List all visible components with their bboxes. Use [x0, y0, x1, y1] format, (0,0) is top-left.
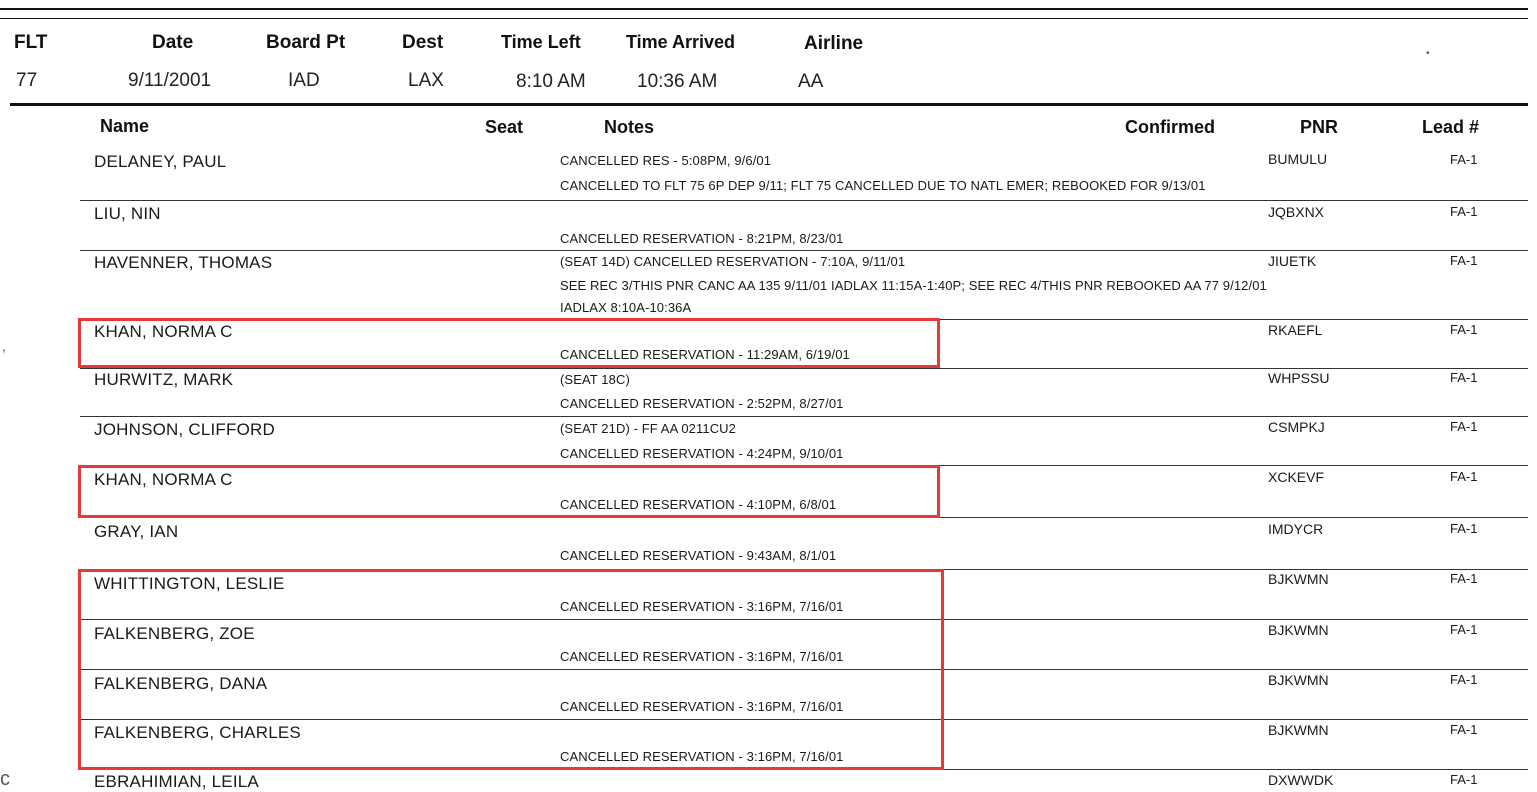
lead-number: FA-1: [1450, 370, 1478, 385]
row-separator: [80, 368, 1528, 369]
board-pt-value: IAD: [288, 70, 320, 91]
passenger-name: HAVENNER, THOMAS: [94, 253, 273, 272]
col-pnr-header: PNR: [1300, 117, 1339, 137]
passenger-name: EBRAHIMIAN, LEILA: [94, 772, 259, 791]
airline-value: AA: [798, 71, 824, 92]
row-separator: [80, 416, 1528, 417]
row-separator: [80, 200, 1528, 201]
highlight-box-khan-1: [78, 318, 940, 368]
passenger-name: DELANEY, PAUL: [94, 152, 227, 171]
flt-label: FLT: [14, 32, 48, 53]
passenger-note: CANCELLED RESERVATION - 3:16PM, 7/16/01: [560, 749, 844, 764]
date-label: Date: [152, 32, 194, 53]
lead-number: FA-1: [1450, 204, 1478, 219]
pnr-code: BJKWMN: [1268, 622, 1329, 638]
header-rule: [10, 103, 1528, 106]
passenger-note: (SEAT 21D) - FF AA 0211CU2: [560, 421, 736, 436]
pnr-code: WHPSSU: [1268, 370, 1330, 386]
passenger-note: CANCELLED RESERVATION - 2:52PM, 8/27/01: [560, 396, 844, 411]
pnr-code: JQBXNX: [1268, 204, 1325, 220]
highlight-box-khan-2: [78, 465, 940, 518]
lead-number: FA-1: [1450, 322, 1478, 337]
passenger-note: CANCELLED RESERVATION - 8:21PM, 8/23/01: [560, 231, 844, 246]
pnr-code: JIUETK: [1268, 253, 1317, 269]
passenger-name: FALKENBERG, ZOE: [94, 624, 255, 643]
passenger-note: CANCELLED RES - 5:08PM, 9/6/01: [560, 153, 772, 168]
airline-label: Airline: [804, 33, 864, 54]
scan-speck: •: [1426, 48, 1430, 59]
time-arrived-value: 10:36 AM: [637, 71, 718, 92]
col-notes-header: Notes: [604, 117, 655, 137]
passenger-name: FALKENBERG, DANA: [94, 674, 268, 693]
lead-number: FA-1: [1450, 672, 1478, 687]
board-pt-label: Board Pt: [266, 32, 346, 53]
passenger-note: CANCELLED RESERVATION - 3:16PM, 7/16/01: [560, 599, 844, 614]
passenger-note: (SEAT 14D) CANCELLED RESERVATION - 7:10A, 9/11/01: [560, 254, 906, 269]
lead-number: FA-1: [1450, 772, 1478, 787]
top-rule-thin: [0, 18, 1528, 19]
col-lead-header: Lead #: [1422, 117, 1480, 137]
col-name-header: Name: [100, 116, 150, 136]
lead-number: FA-1: [1450, 253, 1478, 268]
passenger-name: GRAY, IAN: [94, 522, 179, 541]
row-separator: [80, 250, 1528, 251]
passenger-name: JOHNSON, CLIFFORD: [94, 420, 275, 439]
passenger-note: CANCELLED TO FLT 75 6P DEP 9/11; FLT 75 CANCELLED DUE TO NATL EMER; REBOOKED FOR 9/13/01: [560, 178, 1206, 193]
dest-label: Dest: [402, 32, 444, 53]
passenger-name: FALKENBERG, CHARLES: [94, 723, 301, 742]
passenger-name: KHAN, NORMA C: [94, 322, 233, 341]
lead-number: FA-1: [1450, 571, 1478, 586]
scan-speck: c: [0, 768, 10, 790]
passenger-note: IADLAX 8:10A-10:36A: [560, 300, 692, 315]
lead-number: FA-1: [1450, 622, 1478, 637]
passenger-note: CANCELLED RESERVATION - 3:16PM, 7/16/01: [560, 649, 844, 664]
passenger-name: KHAN, NORMA C: [94, 470, 233, 489]
lead-number: FA-1: [1450, 152, 1478, 167]
highlight-box-bjkwmn-group: [78, 569, 944, 770]
flt-value: 77: [16, 70, 38, 91]
passenger-note: CANCELLED RESERVATION - 11:29AM, 6/19/01: [560, 347, 850, 362]
dest-value: LAX: [408, 70, 444, 91]
passenger-note: (SEAT 18C): [560, 372, 630, 387]
lead-number: FA-1: [1450, 469, 1478, 484]
pnr-code: XCKEVF: [1268, 469, 1325, 485]
passenger-note: CANCELLED RESERVATION - 4:24PM, 9/10/01: [560, 446, 844, 461]
passenger-note: CANCELLED RESERVATION - 9:43AM, 8/1/01: [560, 548, 837, 563]
lead-number: FA-1: [1450, 722, 1478, 737]
col-seat-header: Seat: [485, 117, 524, 137]
passenger-note: CANCELLED RESERVATION - 4:10PM, 6/8/01: [560, 497, 837, 512]
scan-speck: ,: [2, 338, 6, 354]
pnr-code: BJKWMN: [1268, 672, 1329, 688]
pnr-code: IMDYCR: [1268, 521, 1324, 537]
pnr-code: DXWWDK: [1268, 772, 1334, 788]
lead-number: FA-1: [1450, 419, 1478, 434]
pnr-code: RKAEFL: [1268, 322, 1323, 338]
pnr-code: CSMPKJ: [1268, 419, 1325, 435]
passenger-note: CANCELLED RESERVATION - 3:16PM, 7/16/01: [560, 699, 844, 714]
col-confirmed-header: Confirmed: [1125, 117, 1215, 137]
pnr-code: BUMULU: [1268, 151, 1328, 167]
pnr-code: BJKWMN: [1268, 571, 1329, 587]
time-arrived-label: Time Arrived: [626, 32, 736, 52]
pnr-code: BJKWMN: [1268, 722, 1329, 738]
passenger-name: LIU, NIN: [94, 204, 161, 223]
date-value: 9/11/2001: [128, 70, 212, 91]
passenger-name: HURWITZ, MARK: [94, 370, 234, 389]
lead-number: FA-1: [1450, 521, 1478, 536]
time-left-label: Time Left: [501, 32, 581, 52]
passenger-name: WHITTINGTON, LESLIE: [94, 574, 285, 593]
top-rule: [0, 8, 1528, 10]
passenger-note: SEE REC 3/THIS PNR CANC AA 135 9/11/01 IADLAX 11:15A-1:40P; SEE REC 4/THIS PNR REBOOKED AA 77 9/12/01: [560, 278, 1267, 293]
time-left-value: 8:10 AM: [516, 71, 586, 92]
